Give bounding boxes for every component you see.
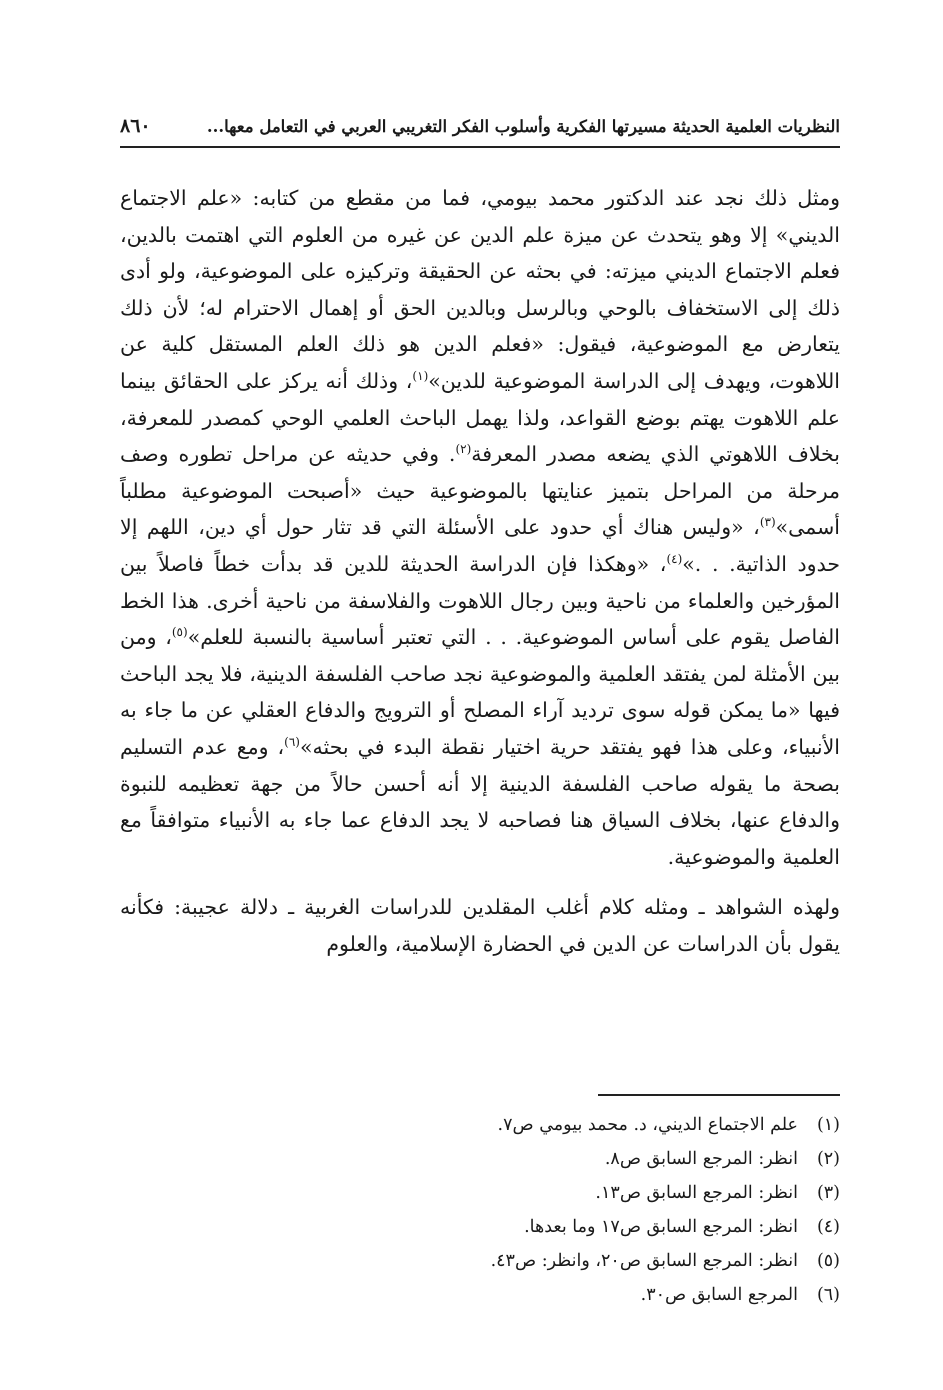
- text-run: . وفي حديثه عن مراحل تطوره وصف مرحلة من المراحل بتميز عنايتها بالموضوعية حيث «أصبحت الموضوعية مطلباً أسمى»: [120, 442, 840, 540]
- footnote-item: [120, 1176, 840, 1210]
- paragraph-2: ولهذه الشواهد ـ ومثله كلام أغلب المقلدين للدراسات الغربية ـ دلالة عجيبة: فكأنه يقول بأن الدراسات عن الدين في الحضارة الإسلامية، والعلوم: [120, 895, 840, 956]
- footnote-item: [120, 1278, 840, 1312]
- footnote-text: علم الاجتماع الديني، د. محمد بيومي ص٧.: [497, 1115, 798, 1135]
- page-header: [120, 112, 840, 148]
- footnote-number: (١): [816, 1115, 840, 1135]
- footnote-number: (٤): [816, 1217, 840, 1237]
- footnote-item: [120, 1210, 840, 1244]
- footnote-marker-4: (٤): [666, 552, 683, 567]
- text-run: ، «وهكذا فإن الدراسة الحديثة للدين قد بدأت خطاً فاصلاً بين المؤرخين والعلماء من ناحية وبين رجال اللاهوت والفلاسفة من ناحية أخرى. هذا الخط الفاصل يقوم على أساس الموضوعية. . . التي تعتبر أساسية بالنسبة للعلم»: [120, 551, 841, 650]
- text-run: ، ومع عدم التسليم بصحة ما يقوله صاحب الفلسفة الدينية إلا أنه أحسن حالاً من جهة تعظيمه للنبوة والدفاع عنها، بخلاف السياق هنا فصاحبه لا يجد الدفاع عما جاء به الأنبياء متوافقاً مع العلمية والموضوعية.: [120, 734, 840, 869]
- footnote-text: انظر: المرجع السابق ص٢٠، وانظر: ص٤٣.: [490, 1251, 798, 1271]
- footnote-item: [120, 1244, 840, 1278]
- footnote-marker-5: (٥): [171, 625, 188, 640]
- footnote-marker-1: (١): [412, 369, 429, 384]
- text-run: ، «وليس هناك أي حدود على الأسئلة التي قد تثار حول أي دين، اللهم إلا حدود الذاتية. . .»: [120, 515, 841, 576]
- footnote-text: انظر: المرجع السابق ص١٧ وما بعدها.: [524, 1217, 798, 1237]
- footnote-marker-6: (٦): [284, 735, 300, 750]
- page-number: ٨٦٠: [120, 115, 151, 137]
- footnotes-list: [120, 1108, 840, 1312]
- text-run: ومثل ذلك نجد عند الدكتور محمد بيومي، فما من مقطع من كتابه: «علم الاجتماع الديني» إلا وهو يتحدث عن ميزة علم الدين عن غيره من العلوم التي اهتمت بالدين، فعلم الاجتماع الديني ميزته: في بحثه عن الحقيقة وتركيزه على الموضوعية، ولو أدى ذلك إلى الاستخفاف بالوحي وبالرسل وبالدين الحق أو إهمال الاحترام له؛ لأن ذلك يتعارض مع الموضوعية، فيقول: «فعلم الدين هو ذلك العلم المستقل كلية عن اللاهوت، ويهدف إلى الدراسة الموضوعية للدين»: [120, 186, 840, 393]
- text-run: ، ومن بين الأمثلة لمن يفتقد العلمية والموضوعية نجد صاحب الفلسفة الدينية، فلا يجد الباحث فيها «ما يمكن قوله سوى ترديد آراء المصلح أو الترويج والدفاع العقلي عن ما جاء به الأنبياء، وعلى هذا فهو يفتقد حرية اختيار نقطة البدء في بحثه»: [120, 625, 840, 759]
- footnote-text: المرجع السابق ص٣٠.: [640, 1285, 798, 1305]
- main-text: [120, 180, 840, 962]
- running-title: النظريات العلمية الحديثة مسيرتها الفكرية وأسلوب الفكر التغريبي العربي في التعامل معها...: [206, 116, 840, 136]
- footnote-text: انظر: المرجع السابق ص١٣.: [595, 1183, 798, 1203]
- footnote-number: (٢): [816, 1149, 840, 1169]
- footnote-number: (٥): [816, 1251, 840, 1271]
- footnote-text: انظر: المرجع السابق ص٨.: [604, 1149, 798, 1169]
- text-run: ، وذلك أنه يركز على الحقائق بينما علم اللاهوت يهتم بوضع القواعد، ولذا يهمل الباحث العلمي الوحي كمصدر للمعرفة، بخلاف اللاهوتي الذي يضعه مصدر المعرفة: [120, 368, 840, 467]
- footnote-item: [120, 1142, 840, 1176]
- paragraph-1: [120, 180, 840, 875]
- footnote-number: (٣): [816, 1183, 840, 1203]
- footnote-item: [120, 1108, 840, 1142]
- footnote-number: (٦): [816, 1285, 840, 1305]
- footnote-marker-3: (٣): [759, 515, 776, 530]
- footnote-marker-2: (٢): [455, 442, 472, 457]
- footnote-separator: [598, 1094, 840, 1096]
